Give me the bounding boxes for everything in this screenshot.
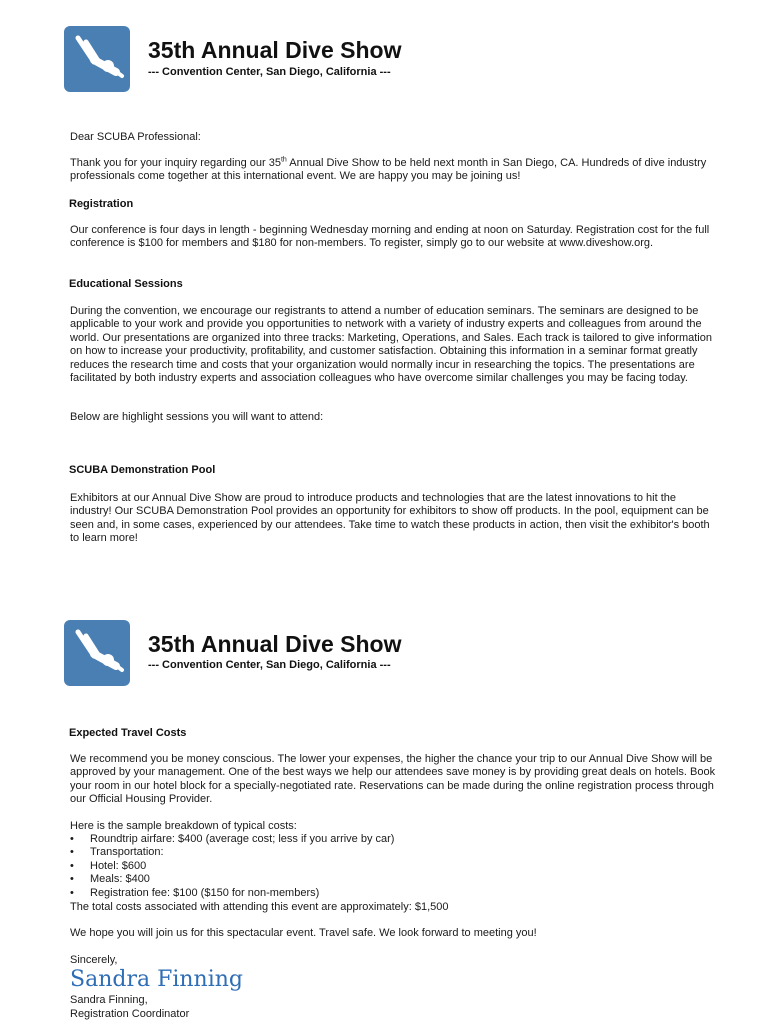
- intro-paragraph: [70, 157, 720, 184]
- logo: [64, 620, 130, 686]
- list-item: • Transportation:: [70, 846, 394, 859]
- scuba-diver-icon: [64, 26, 130, 92]
- list-item: • Roundtrip airfare: $400 (average cost; less if you arrive by car): [70, 833, 394, 846]
- signer-name: Sandra Finning,: [70, 994, 148, 1006]
- signer-title: Registration Coordinator: [70, 1008, 190, 1020]
- registration-heading: Registration: [69, 198, 134, 210]
- sincerely: Sincerely,: [70, 954, 118, 966]
- sessions-heading: Educational Sessions: [69, 278, 183, 290]
- page-subtitle: --- Convention Center, San Diego, California ---: [148, 659, 391, 671]
- list-item: • Meals: $400: [70, 873, 394, 886]
- intro-superscript: th: [280, 156, 287, 164]
- travel-paragraph: We recommend you be money conscious. The lower your expenses, the higher the chance your trip to our Annual Dive Show will be approved by your management. One of the best ways we help our attendees save money is by providing great deals on hotels. Book your room in our hotel block for a specially-negotiated rate. Reservations can be made during the online registration process through our Official Housing Provider.: [70, 753, 716, 806]
- pool-paragraph: Exhibitors at our Annual Dive Show are proud to introduce products and technologies that are the latest innovations to hit the industry! Our SCUBA Demonstration Pool provides an opportunity for exhibitors to show off products. In the pool, equipment can be seen and, in some cases, experienced by our attendees. Take time to watch these products in action, then visit the exhibitor's booth to learn more!: [70, 492, 710, 545]
- breakdown-intro: Here is the sample breakdown of typical costs:: [70, 820, 297, 832]
- sessions-paragraph: During the convention, we encourage our registrants to attend a number of education seminars. The seminars are designed to be applicable to your work and provide you opportunities to network with a variety of industry experts and colleagues from around the world. Our presentations are organized into three tracks: Marketing, Operations, and Sales. Each track is tailored to give information on how to increase your productivity, profitability, and customer satisfaction. Obtaining this information in a seminar format greatly reduces the research time and costs that your organization would normally incur in researching the topics. The presentations are facilitated by both industry experts and association colleagues who have overcome similar challenges you may be facing today.: [70, 305, 712, 385]
- page-subtitle: --- Convention Center, San Diego, California ---: [148, 66, 391, 78]
- page-title: 35th Annual Dive Show: [148, 37, 402, 63]
- registration-paragraph: Our conference is four days in length - beginning Wednesday morning and ending at noon on Saturday. Registration cost for the full conference is $100 for members and $180 for non-members. To register, simply go to our website at www.diveshow.org.: [70, 224, 710, 250]
- intro-text-a: Thank you for your inquiry regarding our 35: [70, 157, 281, 169]
- total-cost-text: The total costs associated with attending this event are approximately: $1,500: [70, 901, 449, 913]
- salutation: Dear SCUBA Professional:: [70, 131, 201, 143]
- intro-text-b: Annual Dive Show to be held next month in San Diego, CA. Hundreds of dive industry professionals come together at this international event. We are happy you may be joining us!: [70, 157, 707, 183]
- signature: Sandra Finning: [70, 967, 243, 992]
- pool-heading: SCUBA Demonstration Pool: [69, 464, 216, 476]
- closing-paragraph: We hope you will join us for this spectacular event. Travel safe. We look forward to meeting you!: [70, 927, 537, 939]
- scuba-diver-icon: [64, 620, 130, 686]
- cost-list: [70, 833, 394, 900]
- list-item: • Hotel: $600: [70, 860, 394, 873]
- travel-heading: Expected Travel Costs: [69, 727, 187, 739]
- list-item: • Registration fee: $100 ($150 for non-members): [70, 887, 394, 900]
- page-title: 35th Annual Dive Show: [148, 631, 402, 657]
- logo: [64, 26, 130, 92]
- highlight-paragraph: Below are highlight sessions you will want to attend:: [70, 411, 324, 423]
